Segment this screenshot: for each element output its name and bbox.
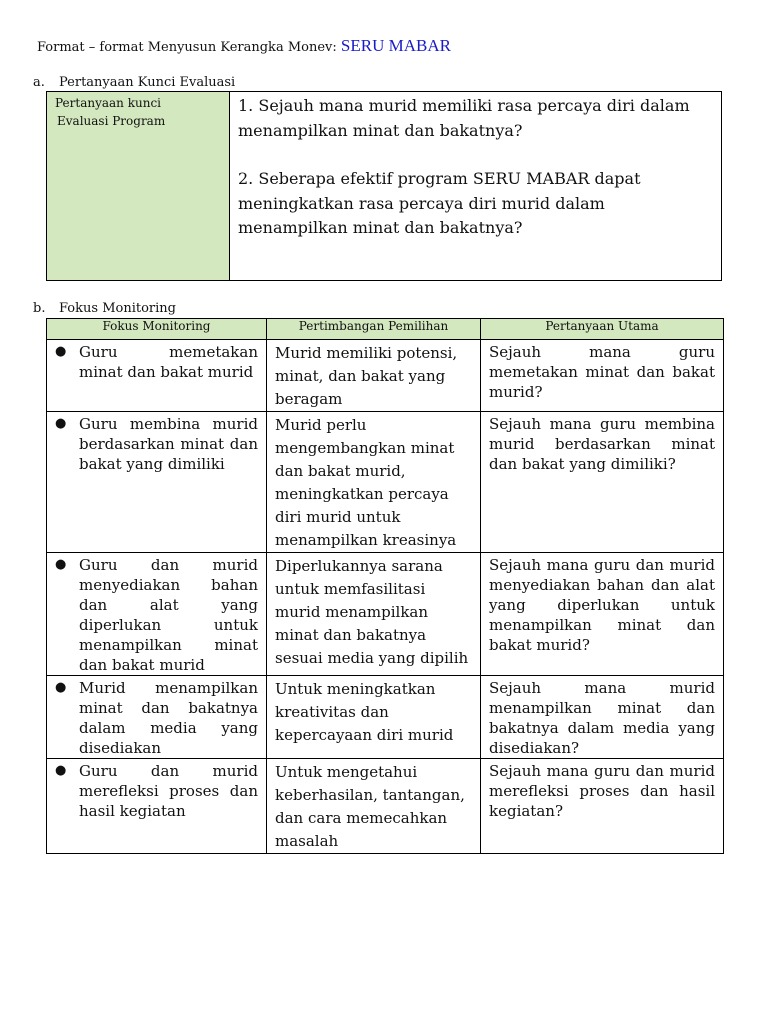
section-b-heading — [33, 301, 176, 316]
table-header-row — [47, 319, 724, 340]
question-cell: Sejauh mana murid menampilkan minat dan bakatnya dalam media yang disediakan? — [481, 676, 724, 759]
label-line-2: Evaluasi Program — [57, 114, 166, 128]
focus-cell — [47, 676, 267, 759]
focus-text: Guru membina murid berdasarkan minat dan bakat yang dimiliki — [79, 415, 258, 473]
column-header: Pertanyaan Utama — [481, 319, 724, 340]
section-a-title: Pertanyaan Kunci Evaluasi — [59, 75, 236, 90]
table-row — [47, 676, 724, 759]
reason-cell: Untuk meningkatkan kreativitas dan kepercayaan diri murid — [267, 676, 481, 759]
table-row — [47, 412, 724, 553]
question-cell: Sejauh mana guru dan murid menyediakan bahan dan alat yang diperlukan untuk menampilkan minat dan bakat murid? — [481, 553, 724, 676]
reason-cell: Murid perlu mengembangkan minat dan bakat murid, meningkatkan percaya diri murid untuk menampilkan kreasinya — [267, 412, 481, 553]
question-cell: Sejauh mana guru memetakan minat dan bakat murid? — [481, 340, 724, 412]
focus-cell — [47, 412, 267, 553]
bullet-icon: ● — [55, 763, 67, 778]
question-cell: Sejauh mana guru membina murid berdasarkan minat dan bakat yang dimiliki? — [481, 412, 724, 553]
table-row — [47, 340, 724, 412]
column-header: Fokus Monitoring — [47, 319, 267, 340]
title-prefix: Format – format Menyusun Kerangka Monev: — [37, 40, 341, 55]
key-questions-label-cell — [47, 92, 230, 280]
key-question-2: 2. Seberapa efektif program SERU MABAR dapat meningkatkan rasa percaya diri murid dalam menampilkan minat dan bakatnya? — [238, 169, 641, 237]
document-title — [37, 36, 451, 56]
key-questions-content-cell — [230, 92, 721, 280]
bullet-icon: ● — [55, 557, 67, 572]
section-a-heading — [33, 75, 235, 90]
focus-text: Guru dan murid merefleksi proses dan hasil kegiatan — [79, 762, 258, 820]
focus-text: Guru dan murid menyediakan bahan dan alat yang diperlukan untuk menampilkan minat dan bakat murid — [79, 556, 258, 674]
section-b-letter: b. — [33, 301, 46, 316]
table-row — [47, 759, 724, 854]
column-header: Pertimbangan Pemilihan — [267, 319, 481, 340]
focus-text: Guru memetakan minat dan bakat murid — [79, 343, 258, 381]
reason-cell: Diperlukannya sarana untuk memfasilitasi murid menampilkan minat dan bakatnya sesuai media yang dipilih — [267, 553, 481, 676]
section-b-title: Fokus Monitoring — [59, 301, 176, 316]
focus-cell — [47, 759, 267, 854]
reason-cell: Untuk mengetahui keberhasilan, tantangan, dan cara memecahkan masalah — [267, 759, 481, 854]
reason-cell: Murid memiliki potensi, minat, dan bakat yang beragam — [267, 340, 481, 412]
monitoring-focus-table — [46, 318, 724, 854]
label-line-1: Pertanyaan kunci — [55, 96, 161, 110]
table-row — [47, 553, 724, 676]
focus-cell — [47, 553, 267, 676]
focus-cell — [47, 340, 267, 412]
program-name: SERU MABAR — [340, 36, 451, 55]
bullet-icon: ● — [55, 680, 67, 695]
bullet-icon: ● — [55, 416, 67, 431]
bullet-icon: ● — [55, 344, 67, 359]
focus-text: Murid menampilkan minat dan bakatnya dalam media yang disediakan — [79, 679, 258, 757]
section-a-letter: a. — [33, 75, 45, 90]
key-questions-table — [46, 91, 722, 281]
key-question-1: 1. Sejauh mana murid memiliki rasa percaya diri dalam menampilkan minat dan bakatnya? — [238, 96, 690, 140]
question-cell: Sejauh mana guru dan murid merefleksi proses dan hasil kegiatan? — [481, 759, 724, 854]
